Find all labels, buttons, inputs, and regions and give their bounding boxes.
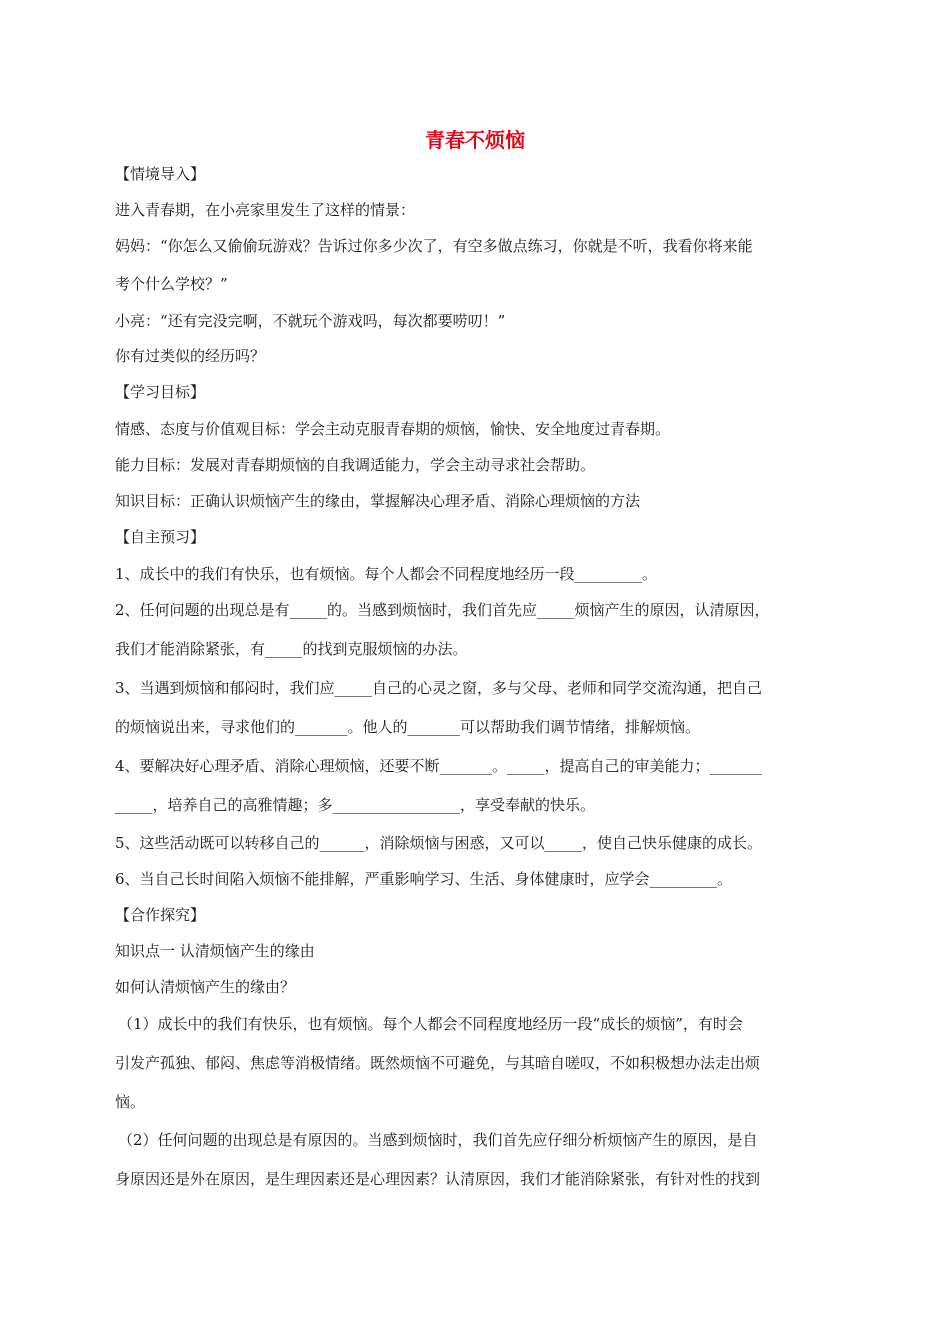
text-line: 2、任何问题的出现总是有_____的。当感到烦恼时，我们首先应_____烦恼产生的原因，认清原因， xyxy=(115,601,770,619)
text-line: 能力目标：发展对青春期烦恼的自我调适能力，学会主动寻求社会帮助。 xyxy=(115,456,596,474)
text-line: 我们才能消除紧张，有_____的找到克服烦恼的办法。 xyxy=(115,640,468,658)
text-line: 的烦恼说出来，寻求他们的_______。他人的_______可以帮助我们调节情绪，排解烦恼。 xyxy=(115,718,701,736)
text-line: 你有过类似的经历吗？ xyxy=(115,347,266,365)
text-line: 身原因还是外在原因，是生理因素还是心理因素？认清原因，我们才能消除紧张，有针对性的找到 xyxy=(115,1170,761,1188)
section-heading-intro: 【情境导入】 xyxy=(115,165,206,183)
section-heading-goals: 【学习目标】 xyxy=(115,383,206,401)
text-line: 进入青春期，在小亮家里发生了这样的情景： xyxy=(115,201,416,219)
text-line: 考个什么学校？” xyxy=(115,275,228,293)
text-line: 妈妈：“你怎么又偷偷玩游戏？告诉过你多少次了，有空多做点练习，你就是不听，我看你将来能 xyxy=(115,237,753,255)
text-line: 知识目标：正确认识烦恼产生的缘由，掌握解决心理矛盾、消除心理烦恼的方法 xyxy=(115,492,641,510)
text-line: 3、当遇到烦恼和郁闷时，我们应_____自己的心灵之窗，多与父母、老师和同学交流沟通，把自己 xyxy=(115,679,763,697)
text-line: （1）成长中的我们有快乐，也有烦恼。每个人都会不同程度地经历一段“成长的烦恼”，有时会 xyxy=(118,1015,743,1033)
text-line: 引发产孤独、郁闷、焦虑等消极情绪。既然烦恼不可避免，与其暗自嗟叹，不如积极想办法走出烦 xyxy=(115,1054,761,1072)
text-line: 4、要解决好心理矛盾、消除心理烦恼，还要不断_______。_____，提高自己的审美能力；_______ xyxy=(115,757,763,775)
section-heading-preview: 【自主预习】 xyxy=(115,528,206,546)
text-line: 恼。 xyxy=(115,1093,146,1111)
text-line: _____，培养自己的高雅情趣；多_________________，享受奉献的快乐。 xyxy=(115,796,596,814)
text-line: 5、这些活动既可以转移自己的______，消除烦恼与困惑，又可以_____，使自己快乐健康的成长。 xyxy=(115,834,763,852)
text-line: 知识点一 认清烦恼产生的缘由 xyxy=(115,942,315,960)
section-heading-cooperation: 【合作探究】 xyxy=(115,906,206,924)
text-line: 小亮：“还有完没完啊，不就玩个游戏吗，每次都要唠叨！” xyxy=(115,312,506,330)
text-line: 如何认清烦恼产生的缘由？ xyxy=(115,978,296,996)
text-line: 情感、态度与价值观目标：学会主动克服青春期的烦恼，愉快、安全地度过青春期。 xyxy=(115,420,671,438)
text-line: （2）任何问题的出现总是有原因的。当感到烦恼时，我们首先应仔细分析烦恼产生的原因，是自 xyxy=(118,1131,758,1149)
text-line: 1、成长中的我们有快乐，也有烦恼。每个人都会不同程度地经历一段_________。 xyxy=(115,565,658,583)
document-title: 青春不烦恼 xyxy=(425,128,525,152)
text-line: 6、当自己长时间陷入烦恼不能排解，严重影响学习、生活、身体健康时，应学会_________。 xyxy=(115,870,733,888)
